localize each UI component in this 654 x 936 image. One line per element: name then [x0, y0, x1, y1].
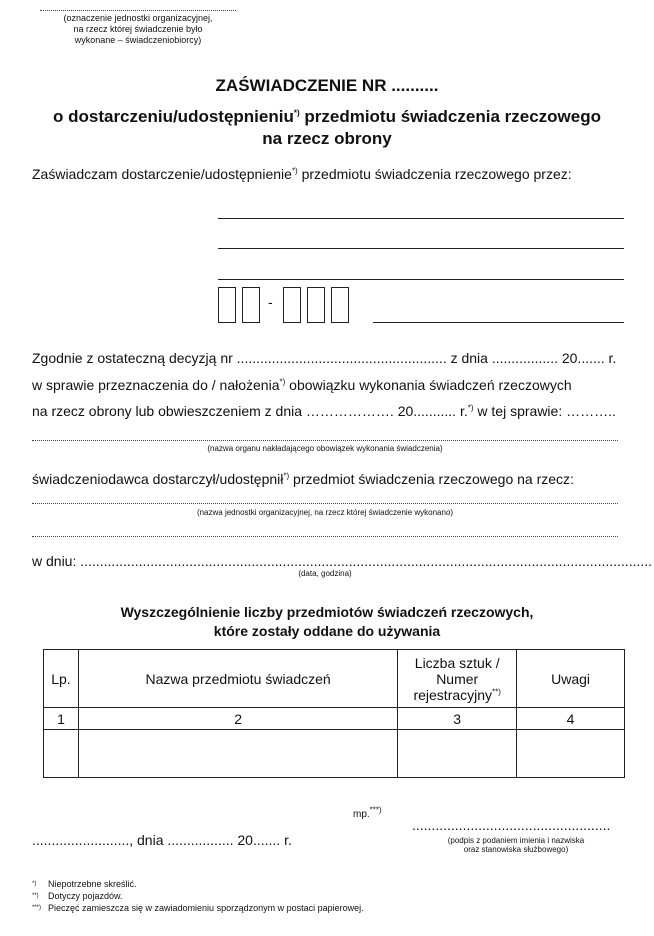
footnotes: [32, 878, 364, 914]
decision-line-1: Zgodnie z ostateczną decyzją nr ...................................................... z dnia ................. 20....... r.: [32, 350, 617, 366]
signature-field[interactable]: ...................................................: [412, 817, 611, 833]
postal-code-dash: -: [268, 294, 273, 310]
footnote: *) Niepotrzebne skreślić.: [32, 879, 137, 889]
postal-code-box-3[interactable]: [283, 287, 301, 323]
cell-lp[interactable]: [44, 730, 79, 778]
col-header-name: Nazwa przedmiotu świadczeń: [78, 650, 397, 708]
organ-name-note: (nazwa organu nakładającego obowiązek wykonania świadczenia): [207, 444, 443, 453]
provider-name-line-1[interactable]: [218, 218, 624, 219]
postal-code-box-5[interactable]: [331, 287, 349, 323]
col-header-notes: Uwagi: [517, 650, 625, 708]
footnote: **) Dotyczy pojazdów.: [32, 891, 123, 901]
signature-note: (podpis z podaniem imienia i nazwiska oraz stanowiska służbowego): [447, 836, 585, 854]
seal-label: mp.***): [353, 805, 382, 820]
organ-name-line[interactable]: [32, 440, 618, 441]
decision-line-2: w sprawie przeznaczenia do / nałożenia*) obowiązku wykonania świadczeń rzeczowych: [32, 377, 572, 393]
table-row: [44, 730, 625, 778]
document-subtitle-line2: na rzecz obrony: [262, 129, 392, 148]
document-subtitle: o dostarczeniu/udostępnieniu*) przedmiotu świadczenia rzeczowego: [53, 107, 601, 126]
items-table: [43, 649, 625, 778]
col-header-count: Liczba sztuk / Numer rejestracyjny**): [398, 650, 517, 708]
table-title: Wyszczególnienie liczby przedmiotów świadczeń rzeczowych,: [120, 604, 534, 620]
cell-name[interactable]: [78, 730, 397, 778]
postal-code-box-2[interactable]: [242, 287, 260, 323]
col-header-lp: Lp.: [44, 650, 79, 708]
provider-name-line-2[interactable]: [218, 248, 624, 249]
col-number-3: 3: [398, 708, 517, 730]
document-title: ZAŚWIADCZENIE NR ..........: [215, 76, 439, 95]
table-title-line2: które zostały oddane do używania: [213, 623, 441, 639]
provider-text: świadczeniodawca dostarczył/udostępnił*) przedmiot świadczenia rzeczowego na rzecz:: [32, 471, 574, 487]
place-date-field[interactable]: ........................., dnia ................. 20....... r.: [32, 832, 292, 848]
col-number-4: 4: [517, 708, 625, 730]
table-header-row: [44, 650, 625, 708]
col-number-1: 1: [44, 708, 79, 730]
provider-name-line-3[interactable]: [218, 279, 624, 280]
delivery-date-note: (data, godzina): [298, 569, 352, 578]
delivery-date-field[interactable]: w dniu: ...................................................................................................................................................: [32, 553, 653, 569]
recipient-unit-note: (nazwa jednostki organizacyjnej, na rzecz której świadczenie wykonano): [196, 508, 454, 517]
unit-designation-line: [40, 10, 236, 11]
col-number-2: 2: [78, 708, 397, 730]
footnote: ***) Pieczęć zamieszcza się w zawiadomieniu sporządzonym w postaci papierowej.: [32, 903, 364, 913]
recipient-unit-line-2[interactable]: [32, 536, 618, 537]
decision-line-3: na rzecz obrony lub obwieszczeniem z dnia ………………. 20........... r.*) w tej sprawie: ………..: [32, 403, 616, 419]
recipient-unit-line[interactable]: [32, 503, 618, 504]
unit-designation-note: (oznaczenie jednostki organizacyjnej, na rzecz której świadczenie było wykonane – świadczeniobiorcy): [63, 13, 213, 45]
postal-code-box-4[interactable]: [307, 287, 325, 323]
cell-count[interactable]: [398, 730, 517, 778]
postal-code-box-1[interactable]: [218, 287, 236, 323]
cell-notes[interactable]: [517, 730, 625, 778]
certify-text: Zaświadczam dostarczenie/udostępnienie*) przedmiotu świadczenia rzeczowego przez:: [32, 166, 572, 182]
city-line[interactable]: [373, 322, 624, 323]
table-number-row: [44, 708, 625, 730]
